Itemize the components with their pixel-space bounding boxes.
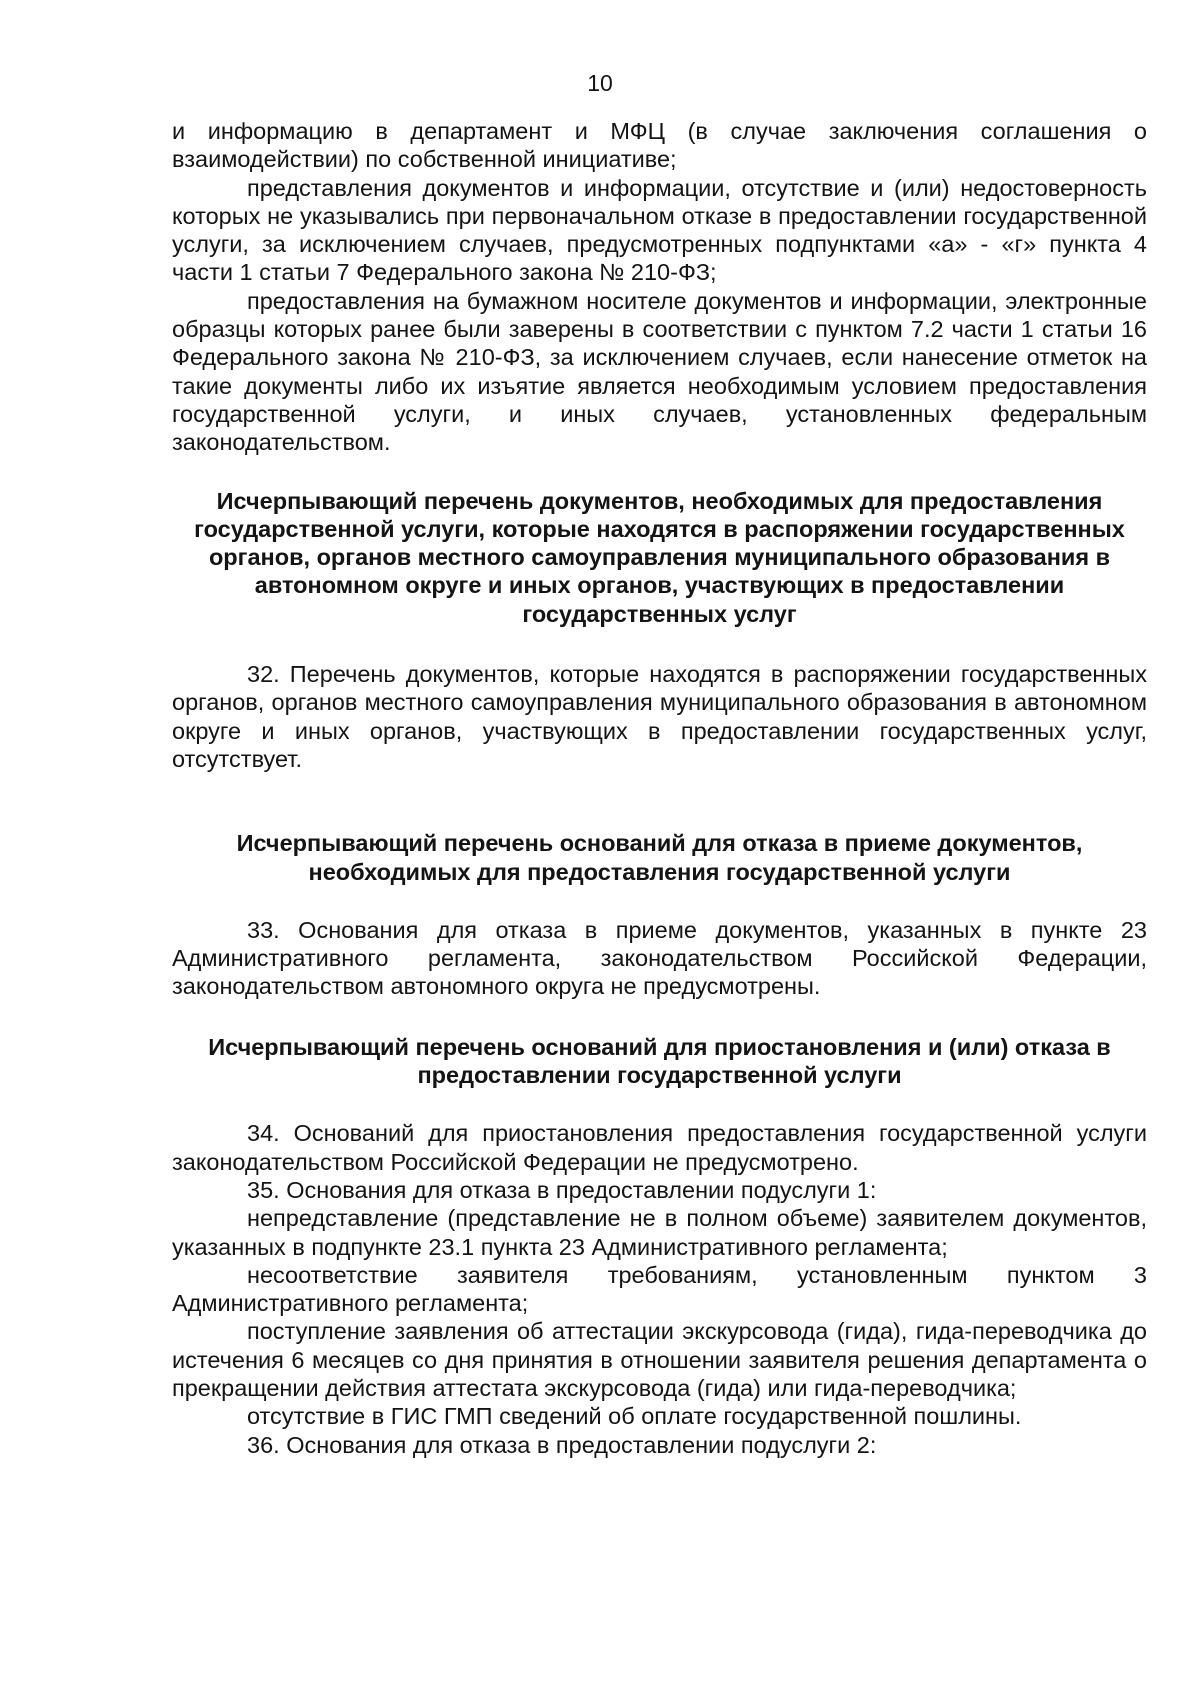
paragraph-34: 34. Оснований для приостановления предоставления государственной услуги законодательством Российской Федерации не предусмотрено.: [172, 1120, 1147, 1175]
page-number: 10: [587, 70, 613, 96]
refusal-ground-item: отсутствие в ГИС ГМП сведений об оплате государственной пошлины.: [247, 1403, 1022, 1430]
refusal-ground-item: непредставление (представление не в полном объеме) заявителем документов, указанных в подпункте 23.1 пункта 23 Административного регламента;: [172, 1205, 1147, 1260]
paragraph-33: 33. Основания для отказа в приеме документов, указанных в пункте 23 Административного регламента, законодательством Российской Федерации, законодательством автономного округа не предусмотрены.: [172, 916, 1147, 1000]
intro-item-paragraph: предоставления на бумажном носителе документов и информации, электронные образцы которых ранее были заверены в соответствии с пунктом 7.2 части 1 статьи 16 Федерального закона № 210-ФЗ, за исключением случаев, если нанесение отметок на такие документы либо их изъятие является необходимым условием предоставления государственной услуги, и иных случаев, установленных федеральным законодательством.: [172, 287, 1147, 456]
section-heading-suspension: Исчерпывающий перечень оснований для приостановления и (или) отказа в предоставлении государственной услуги: [208, 1033, 1111, 1089]
intro-item-paragraph: представления документов и информации, отсутствие и (или) недостоверность которых не указывались при первоначальном отказе в предоставлении государственной услуги, за исключением случаев, предусмотренных подпунктами «а» - «г» пункта 4 части 1 статьи 7 Федерального закона № 210-ФЗ;: [172, 174, 1147, 286]
refusal-ground-item: поступление заявления об аттестации экскурсовода (гида), гида-переводчика до истечения 6 месяцев со дня принятия в отношении заявителя решения департамента о прекращении действия аттестата экскурсовода (гида) или гида-переводчика;: [172, 1318, 1147, 1401]
section-heading-documents: Исчерпывающий перечень документов, необходимых для предоставления государственной услуги, которые находятся в распоряжении государственных органов, органов местного самоуправления муниципального образования в автономном округе и иных органов, участвующих в предоставлении государственных услуг: [194, 487, 1125, 627]
document-body: [172, 117, 1147, 1459]
intro-continuation-paragraph: и информацию в департамент и МФЦ (в случае заключения соглашения о взаимодействии) по собственной инициативе;: [172, 118, 1147, 173]
paragraph-35: 35. Основания для отказа в предоставлении подуслуги 1:: [247, 1176, 877, 1203]
section-heading-refusal-acceptance: Исчерпывающий перечень оснований для отказа в приеме документов, необходимых для предоставления государственной услуги: [236, 830, 1083, 885]
paragraph-36: 36. Основания для отказа в предоставлении подуслуги 2:: [247, 1431, 877, 1458]
paragraph-32: 32. Перечень документов, которые находятся в распоряжении государственных органов, органов местного самоуправления муниципального образования в автономном округе и иных органов, участвующих в предоставлении государственных услуг, отсутствует.: [172, 661, 1147, 772]
refusal-ground-item: несоответствие заявителя требованиям, установленным пунктом 3 Административного регламента;: [172, 1261, 1147, 1317]
